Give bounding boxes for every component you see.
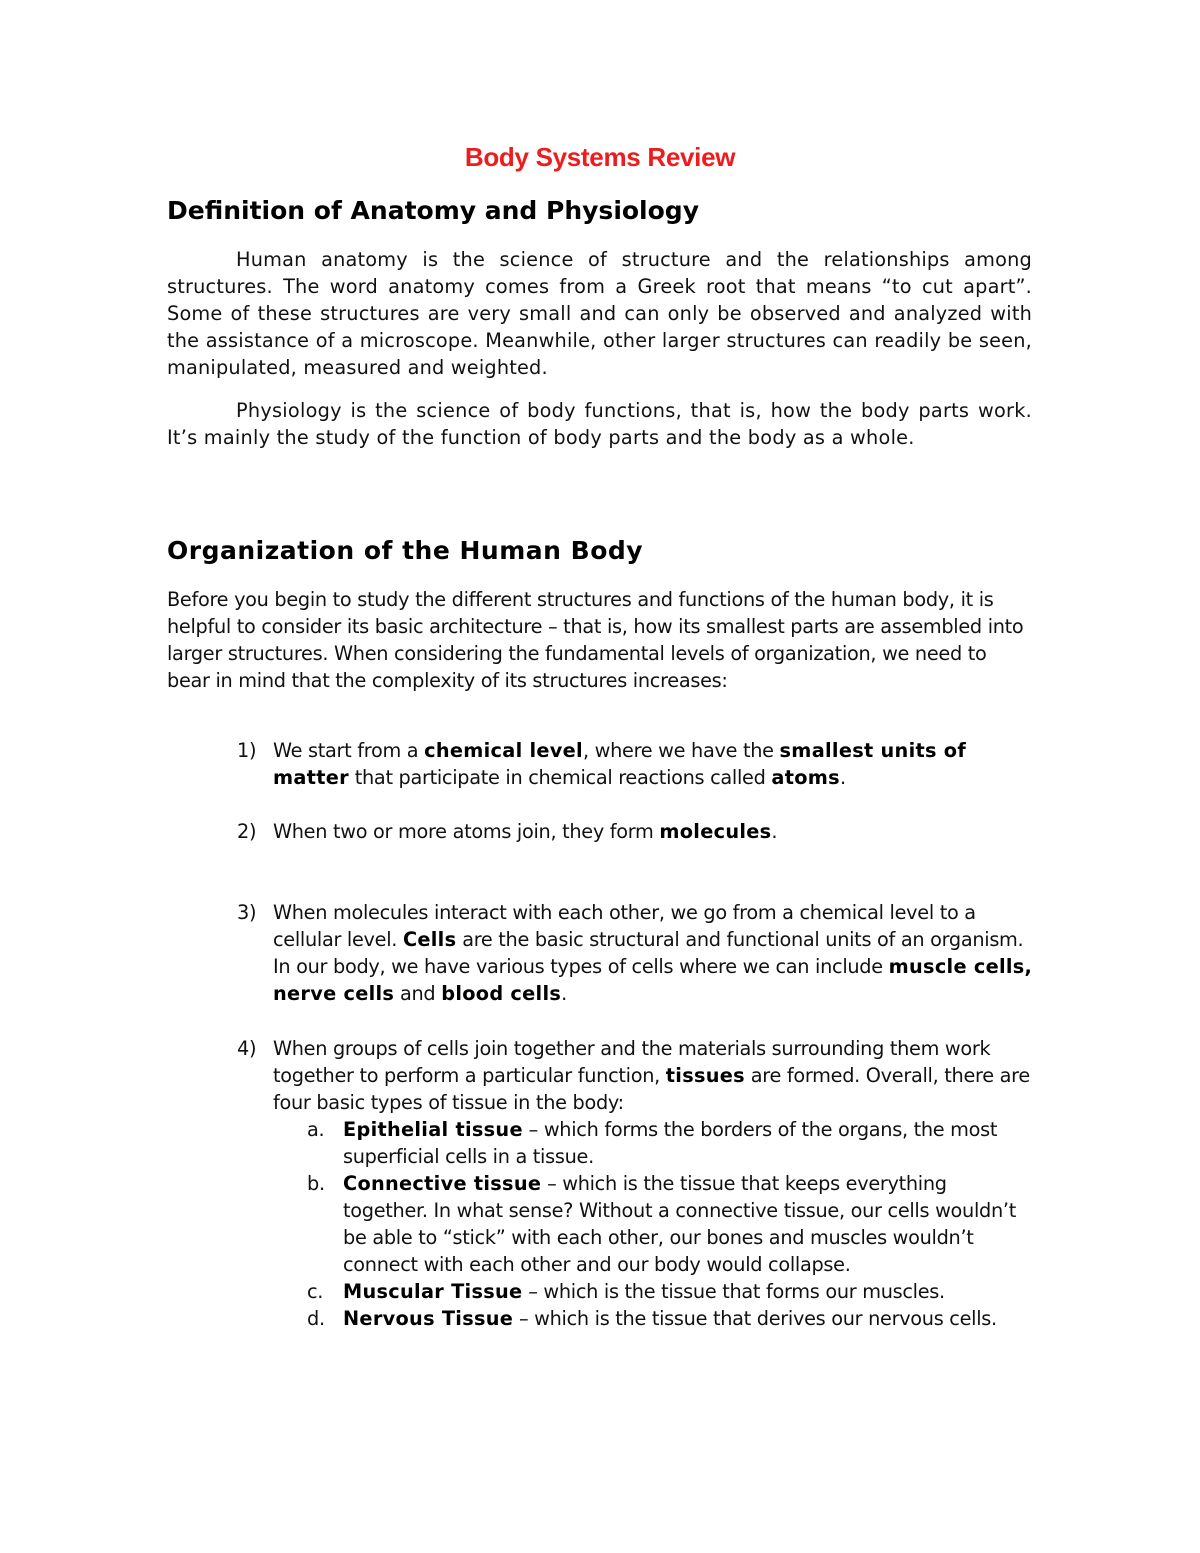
paragraph-organization-intro: Before you begin to study the different structures and functions of the human body, it is helpful to consider its basic architecture – that is, how its smallest parts are assembled into larger structures. When considering the fundamental levels of organization, we need to bear in mind that the complexity of its structures increases: [167, 588, 1024, 692]
list-item-tissues [237, 1035, 1037, 1332]
section-heading-organization: Organization of the Human Body [167, 536, 644, 565]
list-number: 1) [237, 739, 257, 762]
list-text: When groups of cells join together and the materials surrounding them work together to perform a particular function, tissues are formed. Overall, there are four basic types of tissue in the body: [273, 1037, 1030, 1114]
document-title: Body Systems Review [464, 142, 736, 172]
sublist-item-nervous: d. Nervous Tissue – which is the tissue that derives our nervous cells. [307, 1307, 997, 1330]
list-number: 3) [237, 901, 257, 924]
paragraph-physiology: Physiology is the science of body functions, that is, how the body parts work. It’s mainly the study of the function of body parts and the body as a whole. [167, 399, 1032, 449]
list-text: When molecules interact with each other, we go from a chemical level to a cellular level. Cells are the basic structural and functional units of an organism. In our body, we have various types of cells where we can include muscle cells, nerve cells and blood cells. [273, 901, 1033, 1005]
list-text: When two or more atoms join, they form molecules. [273, 820, 778, 843]
section-heading-definition: Definition of Anatomy and Physiology [167, 196, 699, 225]
list-text: We start from a chemical level, where we have the smallest units of matter that participate in chemical reactions called atoms. [273, 739, 967, 789]
list-item-cells [237, 899, 1037, 1007]
list-item-molecules [237, 818, 1037, 845]
paragraph-anatomy: Human anatomy is the science of structure and the relationships among structures. The word anatomy comes from a Greek root that means “to cut apart”. Some of these structures are very small and can only be observed and analyzed with the assistance of a microscope. Meanwhile, other larger structures can readily be seen, manipulated, measured and weighted. [167, 248, 1032, 379]
sublist-item-connective: b. Connective tissue – which is the tissue that keeps everything together. In what sense? Without a connective tissue, our cells wouldn’t be able to “stick” with each other, our bones and muscles wouldn’t connect with each other and our body would collapse. [307, 1172, 1016, 1276]
sublist-item-epithelial: a. Epithelial tissue – which forms the borders of the organs, the most superficial cells in a tissue. [307, 1118, 998, 1168]
list-item-chemical-level [237, 737, 1037, 791]
list-number: 4) [237, 1037, 257, 1060]
list-number: 2) [237, 820, 257, 843]
sublist-item-muscular: c. Muscular Tissue – which is the tissue that forms our muscles. [307, 1280, 945, 1303]
